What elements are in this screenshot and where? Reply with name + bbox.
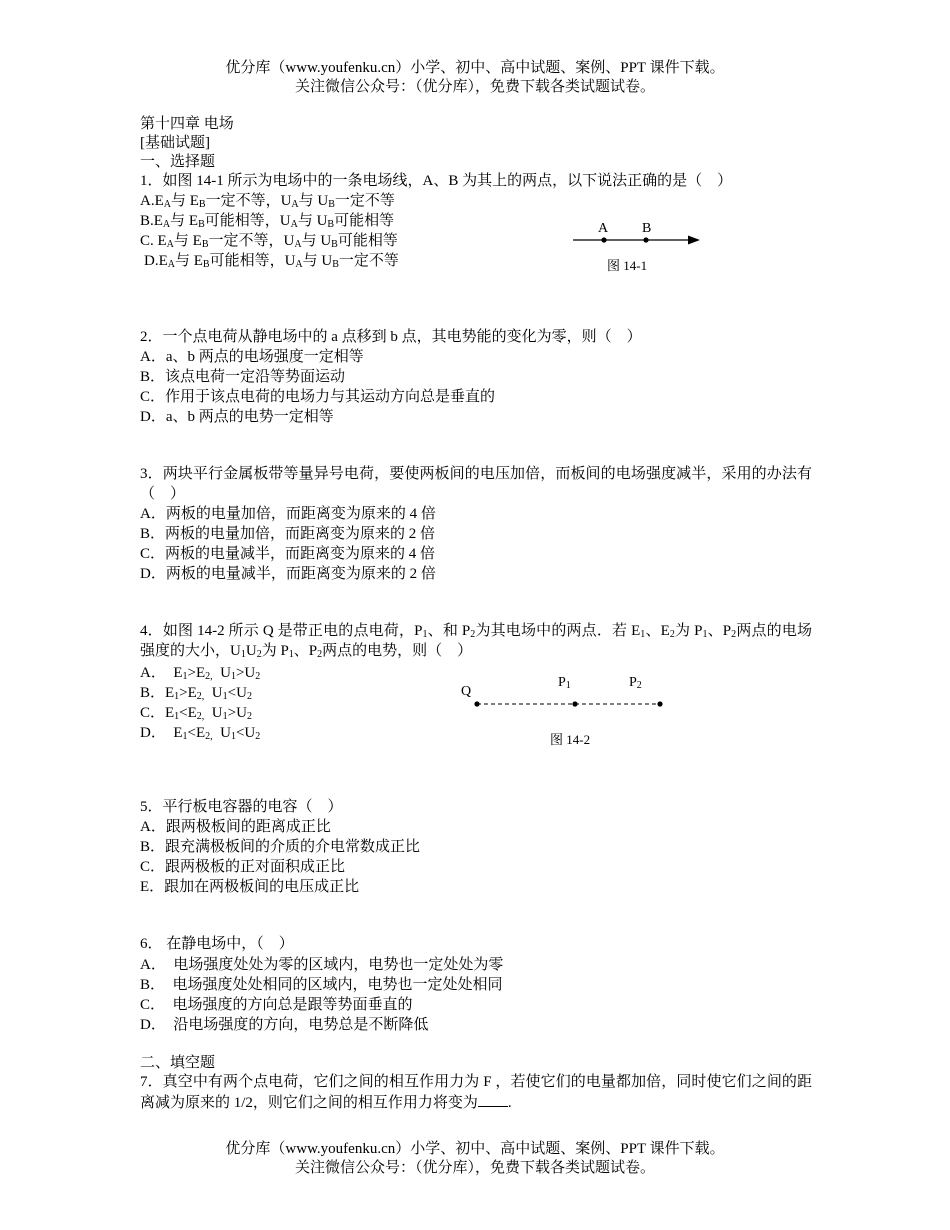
q1-option-b: $B.E_A$与 $E_B$可能相等，$U_A$与 $U_B$可能相等: [140, 213, 395, 230]
q1-stem: 1．如图 14-1 所示为电场中的一条电场线，A、B 为其上的两点，以下说法正确的是（ ）: [140, 173, 733, 189]
figure-14-2-dashed-line: [470, 697, 668, 711]
section-heading-choice: 一、选择题: [140, 154, 216, 170]
q2-option-a: A．a、b 两点的电场强度一定相等: [140, 349, 364, 365]
q2-option-b: B．该点电荷一定沿等势面运动: [140, 369, 346, 385]
q3-option-a: A．两板的电量加倍，而距离变为原来的 4 倍: [140, 506, 436, 522]
q4-option-d: D． $E_1<E_{2,}$ $U_1<U_2$: [140, 725, 261, 742]
q7-answer-blank[interactable]: [478, 1092, 508, 1107]
chapter-title: 第十四章 电场: [140, 116, 234, 132]
section-heading-fill: 二、填空题: [140, 1055, 216, 1071]
q3-stem: 3．两块平行金属板带等量异号电荷，要使两板间的电压加倍，而板间的电场强度减半，采用的办法有（ ）: [140, 466, 812, 502]
figure-14-1-caption: 图 14-1: [607, 258, 648, 273]
figure-14-1-field-line: [570, 232, 705, 248]
q7-text: 7．真空中有两个点电荷，它们之间的相互作用力为 F ，若使它们的电量都加倍，同时使它们之间的距离减为原来的 1/2，则它们之间的相互作用力将变为 .: [140, 1074, 812, 1111]
q3-option-c: C．两板的电量减半，而距离变为原来的 4 倍: [140, 546, 436, 562]
q2-option-c: C．作用于该点电荷的电场力与其运动方向总是垂直的: [140, 389, 496, 405]
q4-stem: 4．如图 14-2 所示 Q 是带正电的点电荷，$P_1$、和 $P_2$为其电场中的两点．若 $E_1$、$E_2$为 $P_1$、$P_2$两点的电场强度的大小，$U_1U_2$为 $P_1$、$P_2$两点的电势，则（ ）: [140, 623, 813, 660]
q4-option-b: B．$E_1>E_{2,}$ $U_1<U_2$: [140, 685, 252, 702]
q4-option-a: A． $E_1>E_{2,}$ $U_1>U_2$: [140, 665, 261, 682]
header-line-1: 优分库（www.youfenku.cn）小学、初中、高中试题、案例、PPT 课件下载。: [225, 60, 725, 76]
q5-stem: 5．平行板电容器的电容（ ）: [140, 799, 343, 815]
header-line-2: 关注微信公众号：（优分库），免费下载各类试题试卷。: [294, 79, 655, 95]
q5-option-e: E．跟加在两极板间的电压成正比: [140, 879, 360, 895]
q2-stem: 2．一个点电荷从静电场中的 a 点移到 b 点，其电势能的变化为零，则（ ）: [140, 329, 642, 345]
q6-option-d: D． 沿电场强度的方向，电势总是不断降低: [140, 1017, 429, 1033]
q6-option-c: C． 电场强度的方向总是跟等势面垂直的: [140, 997, 413, 1013]
q1-option-c: C. $E_A$与 $E_B$一定不等，$U_A$与 $U_B$可能相等: [140, 233, 398, 250]
figure-14-2-caption: 图 14-2: [550, 732, 591, 747]
q1-option-d: $D.E_A$与 $E_B$可能相等，$U_A$与 $U_B$一定不等: [144, 253, 399, 270]
q5-option-a: A．跟两极板间的距离成正比: [140, 819, 331, 835]
q1-option-a: $A.E_A$与 $E_B$一定不等，$U_A$与 $U_B$一定不等: [140, 193, 395, 210]
q6-stem: 6． 在静电场中，（ ）: [140, 936, 294, 952]
q3-option-d: D．两板的电量减半，而距离变为原来的 2 倍: [140, 566, 436, 582]
footer-line-1: 优分库（www.youfenku.cn）小学、初中、高中试题、案例、PPT 课件下载。: [225, 1141, 725, 1157]
figure-14-2-label-q: Q: [461, 684, 472, 699]
figure-14-1-label-b: B: [642, 221, 652, 236]
q6-option-b: B． 电场强度处处相同的区域内，电势也一定处处相同: [140, 977, 503, 993]
q5-option-c: C．跟两极板的正对面积成正比: [140, 859, 346, 875]
q5-option-b: B．跟充满极板间的介质的介电常数成正比: [140, 839, 421, 855]
q2-option-d: D．a、b 两点的电势一定相等: [140, 409, 334, 425]
footer-line-2: 关注微信公众号：（优分库），免费下载各类试题试卷。: [294, 1160, 655, 1176]
figure-14-2-label-p1: $P_1$: [558, 675, 571, 691]
figure-14-1-label-a: A: [598, 221, 609, 236]
subtitle: [基础试题]: [140, 135, 210, 151]
figure-14-2-label-p2: $P_2$: [629, 675, 642, 691]
q6-option-a: A． 电场强度处处为零的区域内，电势也一定处处为零: [140, 957, 504, 973]
q3-option-b: B．两板的电量加倍，而距离变为原来的 2 倍: [140, 526, 436, 542]
q4-option-c: C．$E_1<E_{2,}$ $U_1>U_2$: [140, 705, 252, 722]
